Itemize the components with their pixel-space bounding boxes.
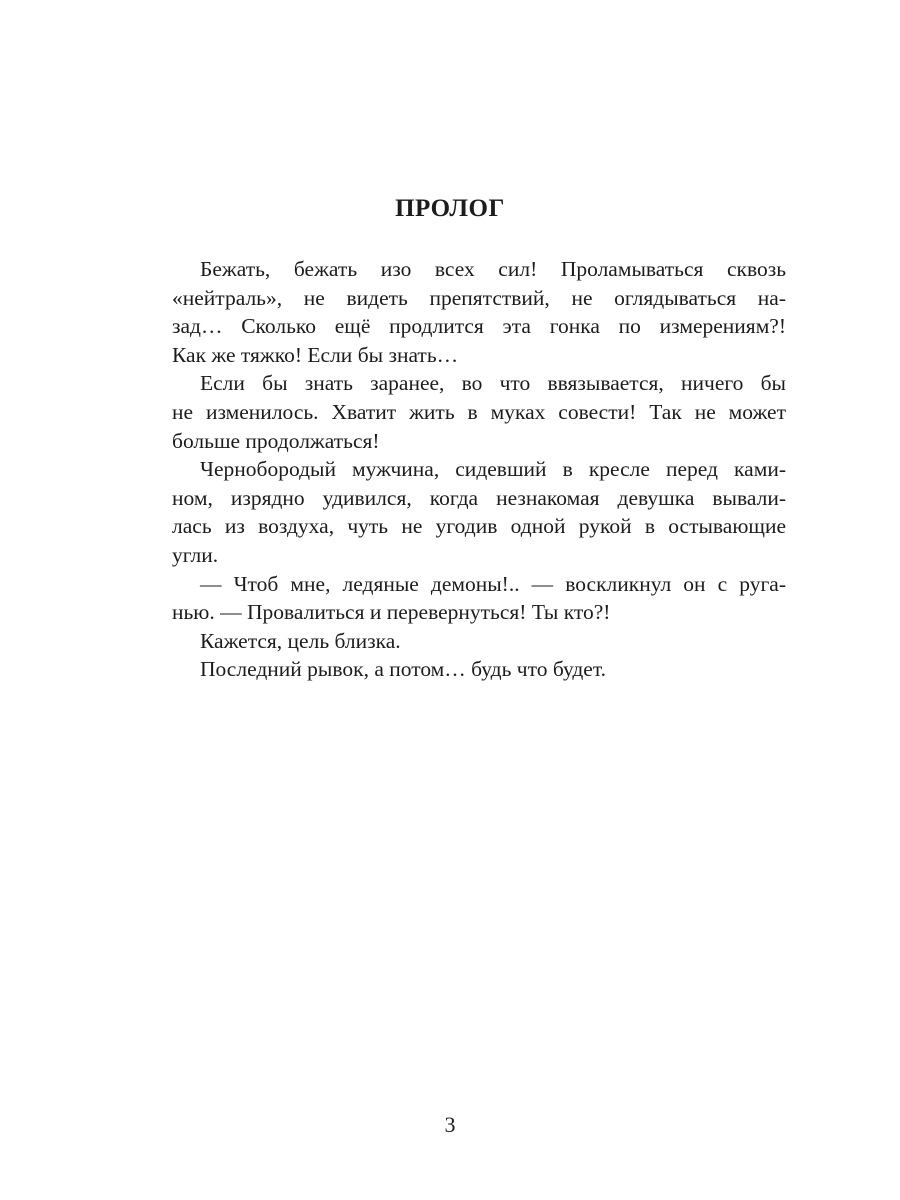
body-text: [172, 255, 786, 684]
text-line: Как же тяжко! Если бы знать…: [172, 342, 459, 367]
text-line: — Чтоб мне, ледяные демоны!.. — воскликнул он с руга-: [200, 571, 786, 596]
paragraph: [172, 255, 786, 369]
text-line: лась из воздуха, чуть не угодив одной рукой в остывающие: [172, 514, 786, 539]
text-line: не изменилось. Хватит жить в муках совести! Так не может: [172, 399, 786, 424]
paragraph: [172, 655, 786, 684]
text-line: Если бы знать заранее, во что ввязывается, ничего бы: [200, 371, 786, 396]
text-line: больше продолжаться!: [172, 428, 380, 453]
text-line: Последний рывок, а потом… будь что будет.: [200, 657, 606, 682]
text-line: «нейтраль», не видеть препятствий, не оглядываться на-: [172, 285, 786, 310]
text-line: зад… Сколько ещё продлится эта гонка по измерениям?!: [172, 314, 786, 339]
paragraph: [172, 627, 786, 656]
paragraph: [172, 455, 786, 569]
text-line: угли.: [172, 542, 219, 567]
text-line: ном, изрядно удивился, когда незнакомая девушка вывали-: [172, 485, 786, 510]
page-number: 3: [444, 1112, 456, 1137]
paragraph: [172, 570, 786, 627]
paragraph: [172, 369, 786, 455]
chapter-title: ПРОЛОГ: [395, 195, 505, 222]
text-line: Бежать, бежать изо всех сил! Проламываться сквозь: [200, 257, 786, 281]
text-line: нью. — Провалиться и перевернуться! Ты кто?!: [172, 600, 611, 625]
text-line: Чернобородый мужчина, сидевший в кресле перед ками-: [200, 457, 786, 482]
text-line: Кажется, цель близка.: [200, 628, 401, 653]
